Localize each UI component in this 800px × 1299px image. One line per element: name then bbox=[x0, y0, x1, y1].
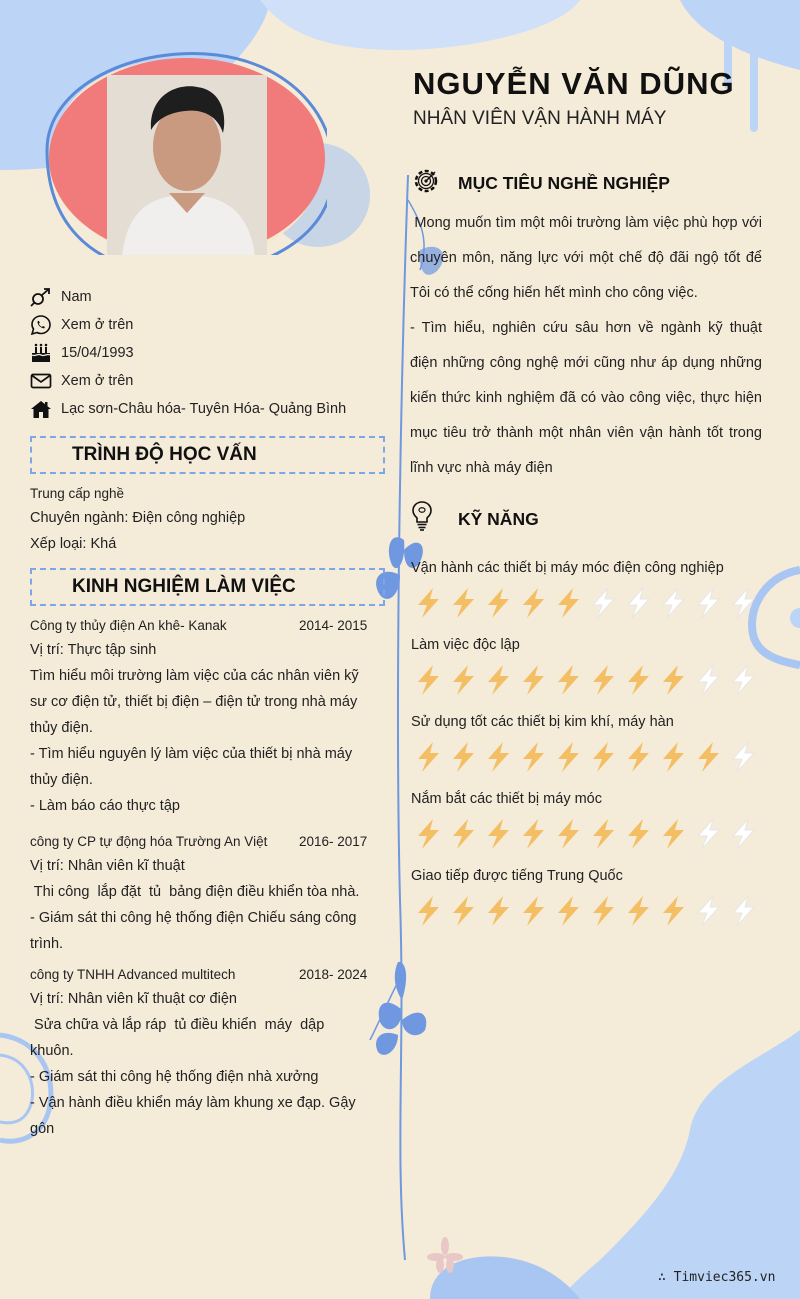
bolt-filled-icon bbox=[516, 817, 551, 851]
bolt-empty-icon bbox=[691, 586, 726, 620]
contact-phone-value: Xem ở trên bbox=[61, 317, 134, 333]
skill-rating bbox=[411, 663, 761, 697]
bolt-filled-icon bbox=[656, 663, 691, 697]
bolt-filled-icon bbox=[411, 740, 446, 774]
bolt-filled-icon bbox=[446, 663, 481, 697]
job-position: Vị trí: Nhân viên kĩ thuật cơ điện bbox=[30, 991, 237, 1007]
bolt-filled-icon bbox=[481, 663, 516, 697]
job-description-line: khuôn. bbox=[30, 1043, 74, 1059]
job-company: Công ty thủy điện An khê- Kanak bbox=[30, 618, 227, 633]
bolt-filled-icon bbox=[481, 894, 516, 928]
bolt-empty-icon bbox=[726, 817, 761, 851]
objective-paragraph-2: - Tìm hiểu, nghiên cứu sâu hơn về ngành kỹ thuật điện những công nghệ mới cũng như áp dụng những kiến thức kinh nghiệm đã có vào công việc, thực hiện mục tiêu trở thành một nhân viên vận hành tốt trong lĩnh vực nhà máy điện bbox=[410, 320, 762, 476]
job-company: công ty CP tự động hóa Trường An Việt bbox=[30, 834, 268, 849]
bolt-filled-icon bbox=[656, 894, 691, 928]
bolt-filled-icon bbox=[586, 817, 621, 851]
job-description-line: Tìm hiểu môi trường làm việc của các nhân viên kỹ bbox=[30, 668, 359, 684]
objective-paragraph-1: Mong muốn tìm một môi trường làm việc phù hợp với chuyên môn, năng lực với một chế độ đãi ngộ tốt để Tôi có thể cống hiến hết mình cho công việc. bbox=[410, 215, 767, 301]
skill-label: Làm việc độc lập bbox=[411, 637, 520, 653]
job-position: Vị trí: Nhân viên kĩ thuật bbox=[30, 858, 185, 874]
bolt-filled-icon bbox=[621, 894, 656, 928]
bolt-filled-icon bbox=[516, 586, 551, 620]
experience-heading: KINH NGHIỆM LÀM VIỆC bbox=[72, 576, 296, 597]
bolt-filled-icon bbox=[551, 817, 586, 851]
bolt-filled-icon bbox=[551, 740, 586, 774]
experience-heading-box bbox=[30, 568, 385, 606]
bolt-empty-icon bbox=[656, 586, 691, 620]
contact-address-value: Lạc sơn-Châu hóa- Tuyên Hóa- Quảng Bình bbox=[61, 401, 347, 417]
job-description-line: Sửa chữa và lắp ráp tủ điều khiển máy dập bbox=[30, 1017, 325, 1033]
bolt-empty-icon bbox=[726, 586, 761, 620]
job-description-line: - Giám sát thi công hệ thống điện Chiếu sáng công bbox=[30, 910, 357, 926]
education-heading-box bbox=[30, 436, 385, 474]
bolt-filled-icon bbox=[656, 740, 691, 774]
job-description-line: Thi công lắp đặt tủ bảng điện điều khiển tòa nhà. bbox=[30, 884, 360, 900]
skill-label: Giao tiếp được tiếng Trung Quốc bbox=[411, 868, 623, 884]
bolt-filled-icon bbox=[411, 817, 446, 851]
candidate-name: NGUYỄN VĂN DŨNG bbox=[413, 66, 735, 101]
contact-phone bbox=[30, 313, 133, 337]
birthday-cake-icon bbox=[30, 343, 52, 363]
job-description-line: gôn bbox=[30, 1121, 55, 1137]
skill-label: Vận hành các thiết bị máy móc điện công nghiệp bbox=[411, 560, 724, 576]
bolt-filled-icon bbox=[516, 894, 551, 928]
job-title: NHÂN VIÊN VẬN HÀNH MÁY bbox=[413, 108, 667, 129]
job-description-line: trình. bbox=[30, 936, 64, 952]
bolt-filled-icon bbox=[551, 894, 586, 928]
bolt-empty-icon bbox=[691, 817, 726, 851]
gender-icon bbox=[30, 287, 52, 307]
profile-photo bbox=[52, 40, 322, 245]
job-description-line: - Tìm hiểu nguyên lý làm việc của thiết bị nhà máy bbox=[30, 746, 353, 762]
bolt-empty-icon bbox=[621, 586, 656, 620]
bolt-filled-icon bbox=[411, 663, 446, 697]
job-description-line: thủy điện. bbox=[30, 772, 93, 788]
job-description-line: thủy điện. bbox=[30, 720, 93, 736]
bolt-filled-icon bbox=[481, 817, 516, 851]
contact-gender bbox=[30, 285, 92, 309]
bolt-filled-icon bbox=[551, 663, 586, 697]
bolt-empty-icon bbox=[586, 586, 621, 620]
contact-birthday-value: 15/04/1993 bbox=[61, 345, 134, 361]
education-level: Trung cấp nghề bbox=[30, 486, 125, 501]
footer-brand: ∴ Timviec365.vn bbox=[658, 1270, 776, 1285]
bolt-filled-icon bbox=[446, 740, 481, 774]
job-position: Vị trí: Thực tập sinh bbox=[30, 642, 157, 658]
bolt-filled-icon bbox=[621, 663, 656, 697]
bolt-filled-icon bbox=[411, 586, 446, 620]
skill-rating bbox=[411, 740, 761, 774]
bolt-empty-icon bbox=[726, 894, 761, 928]
skill-label: Nắm bắt các thiết bị máy móc bbox=[411, 791, 602, 807]
contact-email-value: Xem ở trên bbox=[61, 373, 134, 389]
contact-birthday bbox=[30, 341, 134, 365]
skill-rating bbox=[411, 894, 761, 928]
bolt-filled-icon bbox=[586, 663, 621, 697]
job-description-line: - Vận hành điều khiển máy làm khung xe đạp. Gậy bbox=[30, 1095, 356, 1111]
bolt-empty-icon bbox=[726, 663, 761, 697]
lightbulb-icon bbox=[411, 500, 433, 532]
home-icon bbox=[30, 399, 52, 419]
bolt-filled-icon bbox=[621, 817, 656, 851]
bolt-filled-icon bbox=[656, 817, 691, 851]
skills-heading: KỸ NĂNG bbox=[458, 509, 539, 529]
bolt-empty-icon bbox=[691, 894, 726, 928]
objective-heading: MỤC TIÊU NGHỀ NGHIỆP bbox=[458, 173, 670, 193]
bolt-filled-icon bbox=[691, 740, 726, 774]
bolt-filled-icon bbox=[516, 740, 551, 774]
job-description-line: sư cơ điện tử, thiết bị điện – điện tử trong nhà máy bbox=[30, 694, 358, 710]
job-company: công ty TNHH Advanced multitech bbox=[30, 967, 236, 982]
bolt-filled-icon bbox=[481, 586, 516, 620]
bolt-filled-icon bbox=[516, 663, 551, 697]
education-heading: TRÌNH ĐỘ HỌC VẤN bbox=[72, 444, 257, 465]
skill-rating bbox=[411, 817, 761, 851]
contact-address bbox=[30, 397, 346, 421]
email-icon bbox=[30, 371, 52, 391]
bolt-empty-icon bbox=[691, 663, 726, 697]
job-period: 2014- 2015 bbox=[299, 618, 368, 633]
bolt-filled-icon bbox=[586, 894, 621, 928]
bolt-filled-icon bbox=[551, 586, 586, 620]
job-description-line: - Giám sát thi công hệ thống điện nhà xưởng bbox=[30, 1069, 319, 1085]
skill-label: Sử dụng tốt các thiết bị kim khí, máy hàn bbox=[411, 714, 674, 730]
gear-target-icon bbox=[411, 166, 441, 196]
bolt-filled-icon bbox=[481, 740, 516, 774]
whatsapp-icon bbox=[30, 315, 52, 335]
bolt-filled-icon bbox=[411, 894, 446, 928]
education-major: Chuyên ngành: Điện công nghiệp bbox=[30, 510, 246, 526]
contact-email bbox=[30, 369, 133, 393]
job-description-line: - Làm báo cáo thực tập bbox=[30, 798, 180, 814]
job-period: 2016- 2017 bbox=[299, 834, 368, 849]
education-grade: Xếp loại: Khá bbox=[30, 536, 117, 552]
bolt-filled-icon bbox=[446, 817, 481, 851]
bolt-filled-icon bbox=[446, 586, 481, 620]
skill-rating bbox=[411, 586, 761, 620]
bolt-filled-icon bbox=[621, 740, 656, 774]
bolt-filled-icon bbox=[586, 740, 621, 774]
job-period: 2018- 2024 bbox=[299, 967, 368, 982]
contact-gender-value: Nam bbox=[61, 289, 92, 305]
bolt-filled-icon bbox=[446, 894, 481, 928]
bolt-empty-icon bbox=[726, 740, 761, 774]
